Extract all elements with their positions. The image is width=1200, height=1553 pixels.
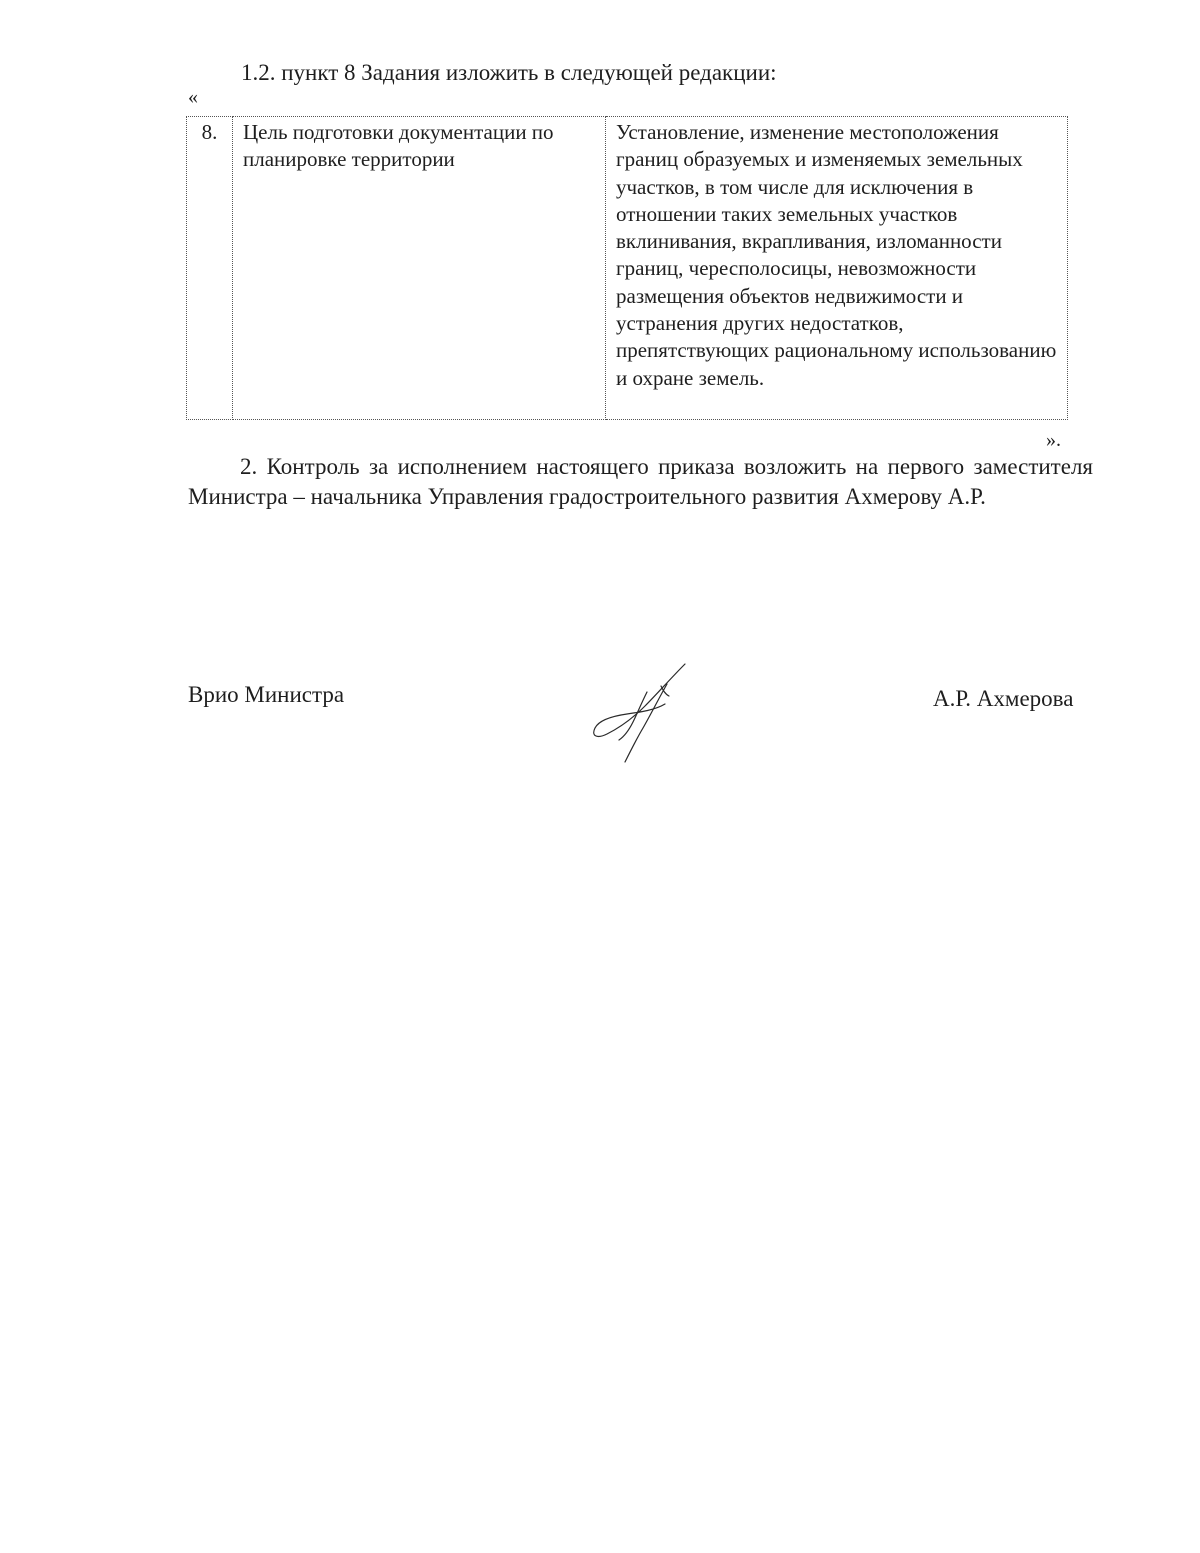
- signatory-title: Врио Министра: [188, 682, 345, 707]
- signatory-name: А.Р. Ахмерова: [933, 686, 1074, 711]
- amendment-intro: 1.2. пункт 8 Задания изложить в следующей редакции:: [241, 60, 777, 85]
- amendment-table: [186, 116, 1068, 420]
- control-paragraph: 2. Контроль за исполнением настоящего приказа возложить на первого заместителя Министра – начальника Управления градостроительного развития Ахмерову А.Р.: [188, 454, 1093, 509]
- closing-quote: ».: [1046, 429, 1061, 451]
- row-value: Установление, изменение местоположения границ образуемых и изменяемых земельных участков, в том числе для исключения в отношении таких земельных участков вклинивания, вкрапливания, изломанности границ, чересполосицы, невозможности размещения объектов недвижимости и устранения других недостатков, препятствующих рациональному использованию и охране земель.: [606, 117, 1068, 420]
- opening-quote: «: [188, 86, 198, 108]
- table-row: [187, 117, 1068, 420]
- row-number: 8.: [187, 117, 233, 420]
- row-label: Цель подготовки документации по планировке территории: [233, 117, 606, 420]
- handwritten-signature: [585, 656, 695, 768]
